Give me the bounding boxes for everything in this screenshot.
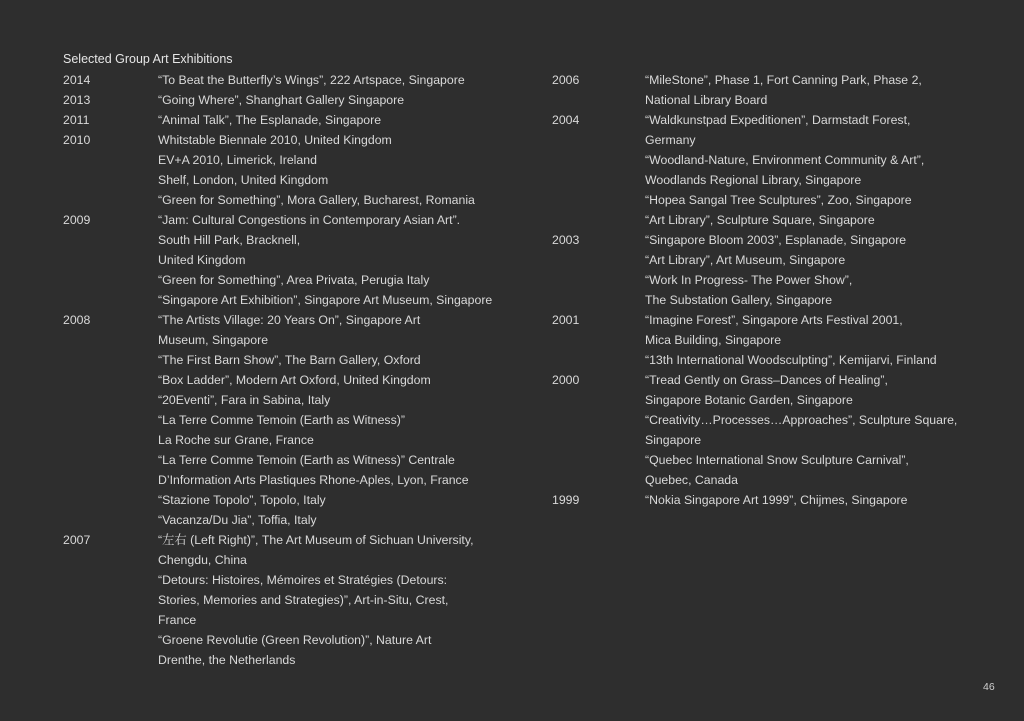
- exhibition-year-group: [552, 370, 972, 490]
- exhibition-entries: [645, 70, 972, 110]
- exhibition-year-group: [63, 90, 533, 110]
- exhibition-line: “Green for Something”, Area Privata, Perugia Italy: [158, 273, 430, 287]
- exhibition-year-group: [552, 70, 972, 110]
- exhibition-line: “MileStone”, Phase 1, Fort Canning Park, Phase 2,: [645, 73, 922, 87]
- exhibition-year-group: [552, 110, 972, 230]
- exhibition-line: “Art Library”, Sculpture Square, Singapore: [645, 213, 875, 227]
- exhibition-line: “Tread Gently on Grass–Dances of Healing”,: [645, 373, 888, 387]
- exhibition-year-group: [63, 110, 533, 130]
- exhibition-line: Quebec, Canada: [645, 473, 738, 487]
- exhibition-line: Singapore Botanic Garden, Singapore: [645, 393, 853, 407]
- exhibition-line: “20Eventi”, Fara in Sabina, Italy: [158, 393, 331, 407]
- exhibition-line: Woodlands Regional Library, Singapore: [645, 173, 862, 187]
- exhibition-line: France: [158, 613, 197, 627]
- exhibition-entries: [158, 210, 533, 310]
- exhibition-line: Museum, Singapore: [158, 333, 269, 347]
- exhibitions-left-column: [63, 70, 533, 670]
- exhibition-entries: [158, 530, 533, 670]
- page-number: 46: [983, 681, 995, 693]
- exhibition-line: “Nokia Singapore Art 1999”, Chijmes, Singapore: [645, 493, 908, 507]
- exhibition-year: 2013: [63, 93, 91, 107]
- exhibition-line: The Substation Gallery, Singapore: [645, 293, 833, 307]
- exhibition-line: “The First Barn Show”, The Barn Gallery, Oxford: [158, 353, 421, 367]
- exhibition-line: “Waldkunstpad Expeditionen”, Darmstadt Forest,: [645, 113, 911, 127]
- exhibition-line: “Groene Revolutie (Green Revolution)”, Nature Art: [158, 633, 432, 647]
- exhibition-year: 2011: [63, 113, 90, 127]
- exhibition-line: “Green for Something”, Mora Gallery, Bucharest, Romania: [158, 193, 475, 207]
- exhibition-line: “To Beat the Butterfly’s Wings”, 222 Artspace, Singapore: [158, 73, 465, 87]
- exhibition-line: Stories, Memories and Strategies)”, Art-in-Situ, Crest,: [158, 593, 449, 607]
- exhibition-entries: [645, 230, 972, 310]
- exhibition-year: 2014: [63, 73, 91, 87]
- exhibition-line: “La Terre Comme Temoin (Earth as Witness)”: [158, 413, 405, 427]
- exhibition-line: “Box Ladder”, Modern Art Oxford, United Kingdom: [158, 373, 431, 387]
- exhibition-line: La Roche sur Grane, France: [158, 433, 314, 447]
- exhibition-line: “左右 (Left Right)”, The Art Museum of Sichuan University,: [158, 533, 474, 547]
- exhibition-entries: [158, 110, 533, 130]
- section-heading: Selected Group Art Exhibitions: [63, 52, 233, 66]
- exhibition-year-group: [63, 530, 533, 670]
- exhibition-line: “Singapore Bloom 2003”, Esplanade, Singapore: [645, 233, 907, 247]
- exhibition-line: South Hill Park, Bracknell,: [158, 233, 301, 247]
- exhibition-line: D’Information Arts Plastiques Rhone-Aples, Lyon, France: [158, 473, 469, 487]
- exhibition-line: “Going Where”, Shanghart Gallery Singapore: [158, 93, 405, 107]
- exhibition-year: 1999: [552, 493, 580, 507]
- exhibition-year: 2004: [552, 113, 580, 127]
- exhibition-entries: [158, 90, 533, 110]
- exhibition-line: “Jam: Cultural Congestions in Contemporary Asian Art”.: [158, 213, 461, 227]
- exhibition-line: Germany: [645, 133, 696, 147]
- exhibition-year-group: [63, 210, 533, 310]
- exhibition-line: “Vacanza/Du Jia”, Toffia, Italy: [158, 513, 317, 527]
- exhibition-line: “Hopea Sangal Tree Sculptures”, Zoo, Singapore: [645, 193, 912, 207]
- exhibition-entries: [645, 110, 972, 230]
- exhibition-line: “Quebec International Snow Sculpture Carnival”,: [645, 453, 909, 467]
- exhibition-year: 2007: [63, 533, 91, 547]
- exhibition-entries: [645, 310, 972, 370]
- exhibition-year: 2010: [63, 133, 91, 147]
- exhibition-line: United Kingdom: [158, 253, 246, 267]
- exhibition-year-group: [552, 230, 972, 310]
- exhibition-entries: [158, 310, 533, 530]
- exhibition-line: Whitstable Biennale 2010, United Kingdom: [158, 133, 392, 147]
- exhibition-year-group: [63, 310, 533, 530]
- exhibition-entries: [645, 490, 972, 510]
- exhibition-year: 2000: [552, 373, 580, 387]
- exhibition-year: 2003: [552, 233, 580, 247]
- exhibition-line: National Library Board: [645, 93, 768, 107]
- exhibition-year-group: [552, 310, 972, 370]
- exhibition-year-group: [63, 70, 533, 90]
- exhibition-line: “Art Library”, Art Museum, Singapore: [645, 253, 846, 267]
- exhibition-entries: [158, 130, 533, 210]
- exhibitions-right-column: [552, 70, 972, 510]
- exhibition-entries: [158, 70, 533, 90]
- exhibition-line: “13th International Woodsculpting”, Kemijarvi, Finland: [645, 353, 937, 367]
- exhibition-line: Chengdu, China: [158, 553, 247, 567]
- exhibition-line: “Stazione Topolo”, Topolo, Italy: [158, 493, 326, 507]
- exhibition-year: 2008: [63, 313, 91, 327]
- exhibition-line: EV+A 2010, Limerick, Ireland: [158, 153, 317, 167]
- exhibition-line: Mica Building, Singapore: [645, 333, 782, 347]
- exhibition-year-group: [63, 130, 533, 210]
- exhibition-line: “Detours: Histoires, Mémoires et Stratégies (Detours:: [158, 573, 448, 587]
- exhibition-year: 2006: [552, 73, 580, 87]
- exhibition-line: “Woodland-Nature, Environment Community & Art”,: [645, 153, 925, 167]
- exhibition-entries: [645, 370, 972, 490]
- exhibition-line: “Imagine Forest”, Singapore Arts Festival 2001,: [645, 313, 903, 327]
- exhibition-year-group: [552, 490, 972, 510]
- exhibition-line: “La Terre Comme Temoin (Earth as Witness)” Centrale: [158, 453, 455, 467]
- exhibition-line: “Work In Progress- The Power Show”,: [645, 273, 853, 287]
- exhibition-line: Singapore: [645, 433, 702, 447]
- exhibition-line: “Singapore Art Exhibition”, Singapore Art Museum, Singapore: [158, 293, 493, 307]
- exhibition-year: 2009: [63, 213, 91, 227]
- exhibition-line: Drenthe, the Netherlands: [158, 653, 296, 667]
- exhibition-line: Shelf, London, United Kingdom: [158, 173, 329, 187]
- exhibition-line: “The Artists Village: 20 Years On”, Singapore Art: [158, 313, 421, 327]
- exhibition-year: 2001: [552, 313, 580, 327]
- exhibition-line: “Animal Talk”, The Esplanade, Singapore: [158, 113, 382, 127]
- exhibition-line: “Creativity…Processes…Approaches”, Sculpture Square,: [645, 413, 958, 427]
